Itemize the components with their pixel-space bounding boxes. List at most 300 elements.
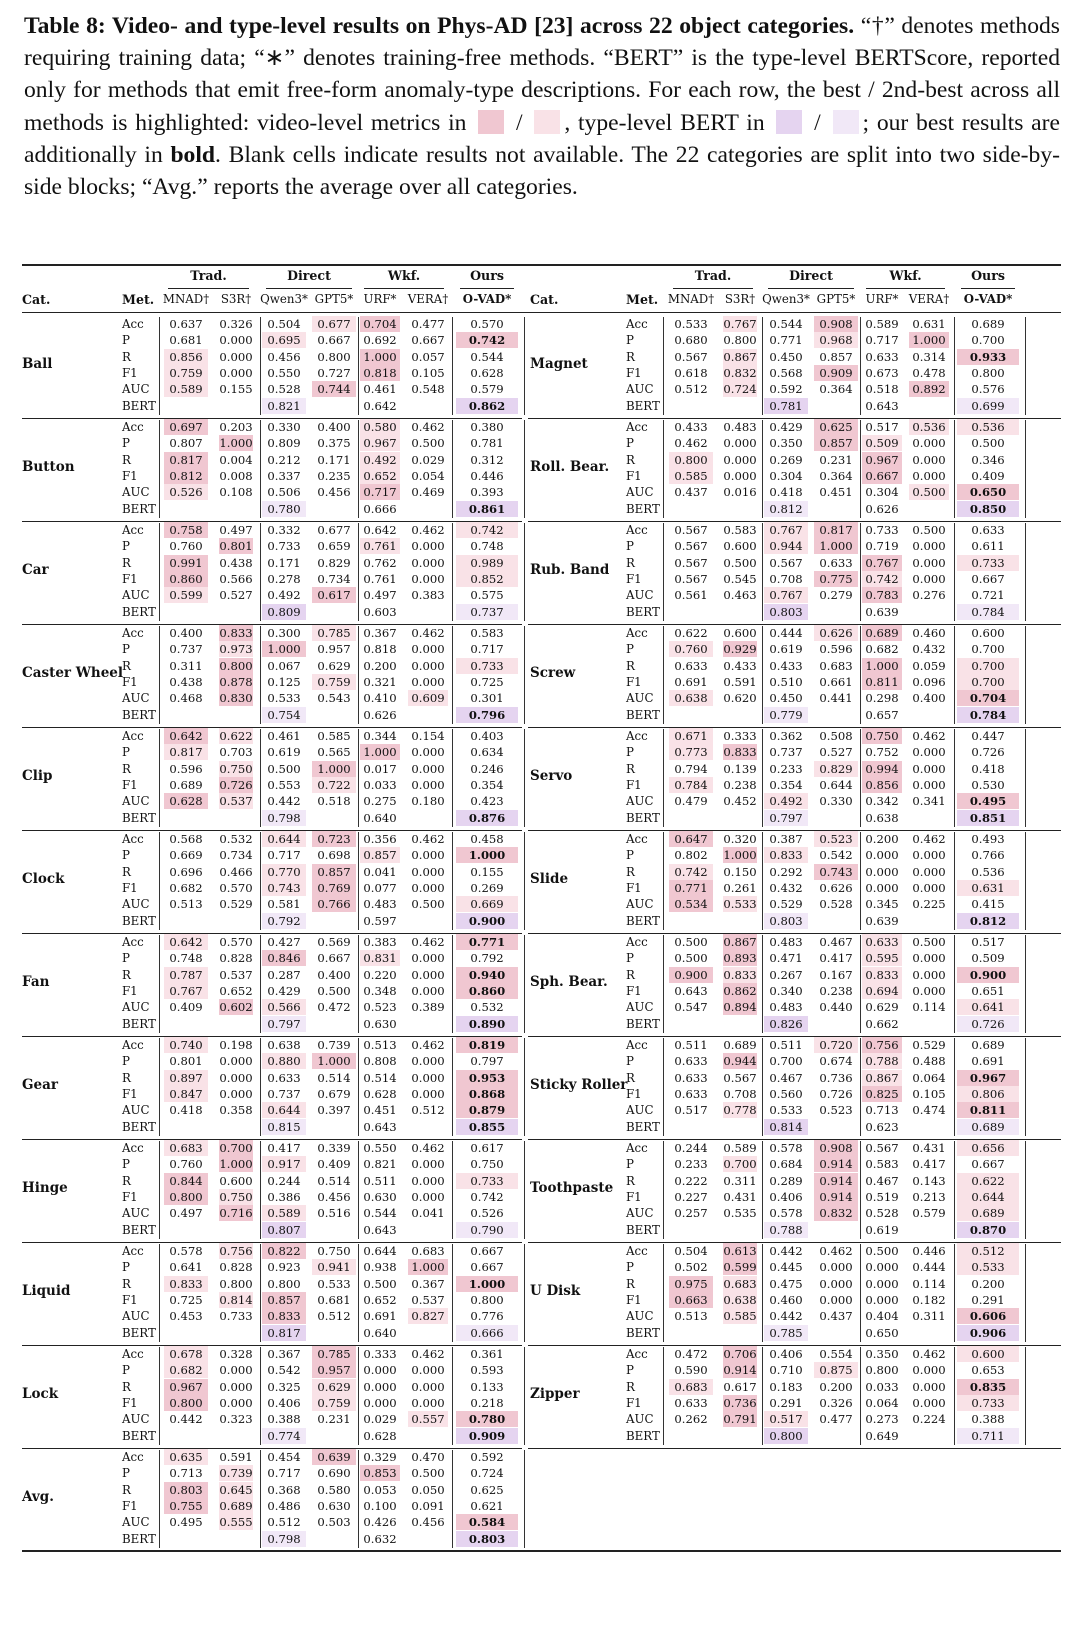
metric-label: R [626, 349, 635, 364]
table-cell: 0.682 [164, 1362, 208, 1378]
table-cell: 0.968 [814, 332, 858, 348]
column-separator [1025, 729, 1026, 827]
table-cell: 0.890 [456, 1016, 518, 1032]
metric-label: BERT [626, 398, 660, 413]
metric-label: AUC [626, 1000, 654, 1015]
table-cell: 0.726 [219, 777, 253, 792]
table-cell: 0.683 [411, 1244, 445, 1258]
metric-label: P [626, 848, 634, 863]
table-cell: 0.633 [865, 349, 899, 364]
table-cell: 0.561 [674, 588, 708, 603]
metric-label: Acc [626, 317, 648, 331]
table-cell: 0.528 [267, 382, 301, 397]
table-cell: 0.600 [219, 1173, 253, 1188]
table-cell [219, 913, 253, 929]
table-cell: 0.364 [819, 382, 853, 397]
table-cell: 0.750 [862, 728, 902, 744]
table-cell: 0.639 [312, 1449, 356, 1465]
table-cell: 0.460 [769, 1292, 803, 1307]
category-label: Button [22, 458, 75, 475]
table-cell: 0.800 [865, 1363, 899, 1378]
table-cell: 0.477 [819, 1412, 853, 1427]
table-cell: 0.788 [764, 1222, 808, 1238]
table-cell: 0.262 [674, 1412, 708, 1427]
table-cell: 0.388 [267, 1412, 301, 1427]
table-cell: 0.000 [912, 555, 946, 570]
table-cell: 0.183 [769, 1379, 803, 1394]
table-cell: 0.008 [219, 468, 253, 483]
table-cell: 0.567 [865, 1141, 899, 1155]
table-cell: 0.000 [411, 658, 445, 673]
table-cell: 0.235 [317, 468, 351, 483]
table-cell: 0.717 [267, 848, 301, 863]
table-cell: 0.759 [164, 365, 208, 381]
table-cell [669, 1325, 713, 1341]
table-cell: 0.633 [862, 934, 902, 950]
table-cell: 0.462 [411, 420, 445, 434]
metric-label: Acc [626, 935, 648, 949]
table-cell: 0.661 [819, 674, 853, 689]
table-cell: 0.900 [669, 967, 713, 983]
table-cell: 0.312 [470, 452, 504, 467]
table-cell: 1.000 [456, 1276, 518, 1292]
table-cell: 0.784 [669, 777, 713, 793]
table-cell [723, 501, 757, 517]
table-cell: 0.375 [317, 436, 351, 451]
table-cell: 1.000 [862, 658, 902, 674]
column-separator [860, 1141, 861, 1239]
table-cell [669, 913, 713, 929]
table-cell: 0.733 [865, 523, 899, 537]
table-cell [408, 604, 448, 620]
table-cell: 0.914 [814, 1189, 858, 1205]
table-cell: 0.446 [470, 468, 504, 483]
metric-label: Acc [626, 832, 648, 846]
table-cell [312, 1016, 356, 1032]
header-cat-label: Cat. [22, 292, 51, 307]
table-cell: 0.788 [862, 1053, 902, 1069]
metric-label: F1 [122, 1292, 138, 1307]
table-cell: 0.633 [674, 1395, 708, 1410]
metric-label: F1 [626, 1395, 642, 1410]
table-cell: 0.792 [262, 913, 306, 929]
table-cell: 0.644 [262, 1102, 306, 1118]
table-cell: 0.894 [723, 1000, 757, 1015]
table-cell: 0.437 [819, 1309, 853, 1324]
table-cell: 0.644 [262, 831, 306, 847]
table-cell: 0.826 [764, 1016, 808, 1032]
table-cell: 0.640 [363, 1325, 397, 1340]
table-cell: 0.261 [723, 880, 757, 895]
table-cell: 0.800 [317, 349, 351, 364]
table-cell: 0.000 [819, 1260, 853, 1275]
metric-label: R [626, 1379, 635, 1394]
table-cell: 0.000 [912, 864, 946, 879]
table-cell: 0.800 [470, 1292, 504, 1307]
table-cell: 0.000 [411, 983, 445, 998]
table-cell: 0.000 [865, 864, 899, 879]
table-cell: 0.726 [957, 1016, 1019, 1032]
table-cell: 0.114 [912, 1000, 946, 1015]
metric-label: BERT [626, 707, 660, 722]
metric-label: BERT [626, 1325, 660, 1340]
table-cell: 0.737 [267, 1086, 301, 1101]
table-cell [723, 1325, 757, 1341]
table-cell: 0.543 [317, 691, 351, 706]
table-cell: 0.504 [267, 317, 301, 331]
table-cell: 0.893 [723, 951, 757, 966]
table-cell: 0.462 [411, 832, 445, 846]
column-separator [1025, 1347, 1026, 1445]
table-cell: 0.212 [267, 452, 301, 467]
metric-label: F1 [626, 365, 642, 380]
table-cell: 0.502 [674, 1260, 708, 1275]
table-cell [312, 1428, 356, 1444]
table-cell: 0.673 [865, 365, 899, 380]
table-cell: 0.796 [456, 707, 518, 723]
table-cell: 0.362 [769, 729, 803, 743]
column-separator [860, 935, 861, 1033]
table-cell: 0.591 [723, 674, 757, 689]
table-cell: 0.000 [363, 1379, 397, 1394]
table-cell: 0.929 [723, 642, 757, 657]
table-cell: 0.677 [317, 523, 351, 537]
table-cell: 0.000 [912, 951, 946, 966]
table-cell: 0.059 [912, 658, 946, 673]
table-cell: 0.600 [957, 1346, 1019, 1362]
table-cell: 0.626 [814, 625, 858, 641]
table-cell [723, 398, 757, 414]
table-cell: 0.851 [957, 810, 1019, 826]
table-cell: 0.861 [456, 501, 518, 517]
table-cell [164, 1222, 208, 1238]
table-cell: 0.713 [169, 1466, 203, 1481]
table-cell: 0.967 [360, 435, 400, 451]
table-cell: 0.386 [267, 1189, 301, 1204]
table-cell: 0.536 [971, 864, 1005, 879]
table-cell [909, 1119, 949, 1135]
header-group-direct: Direct [789, 268, 833, 283]
table-cell [408, 810, 448, 826]
column-separator [954, 1141, 955, 1239]
column-separator [452, 1038, 453, 1136]
table-cell: 0.833 [723, 745, 757, 760]
table-cell: 0.320 [723, 832, 757, 846]
table-cell: 0.744 [312, 381, 356, 397]
table-cell: 0.802 [674, 848, 708, 863]
table-cell: 0.770 [262, 864, 306, 880]
table-cell: 0.000 [363, 1363, 397, 1378]
table-cell [164, 913, 208, 929]
column-separator [452, 832, 453, 930]
table-cell: 0.383 [411, 588, 445, 603]
table-cell: 0.114 [912, 1276, 946, 1291]
table-cell: 0.000 [219, 365, 253, 380]
column-separator [1025, 317, 1026, 415]
table-cell: 0.339 [317, 1141, 351, 1155]
metric-label: AUC [122, 1309, 150, 1324]
metric-label: BERT [122, 913, 156, 928]
table-cell: 0.779 [764, 707, 808, 723]
table-cell: 0.683 [669, 1379, 713, 1395]
table-cell: 0.733 [219, 1309, 253, 1324]
header-group-trad: Trad. [694, 268, 732, 283]
category-label: Sph. Bear. [530, 973, 608, 990]
table-cell: 0.523 [819, 1103, 853, 1118]
table-cell: 0.725 [470, 674, 504, 689]
metric-label: R [626, 452, 635, 467]
metric-label: BERT [122, 1325, 156, 1340]
table-cell: 0.227 [674, 1189, 708, 1204]
table-cell: 0.622 [674, 626, 708, 640]
table-cell [312, 707, 356, 723]
table-cell [814, 1428, 858, 1444]
table-cell: 0.533 [674, 317, 708, 331]
table-cell: 0.801 [219, 539, 253, 554]
table-cell: 0.511 [363, 1173, 397, 1188]
table-cell: 0.652 [363, 1292, 397, 1307]
table-cell: 0.710 [769, 1363, 803, 1378]
table-cell: 0.452 [723, 794, 757, 809]
column-separator [1025, 523, 1026, 621]
table-cell: 0.238 [723, 777, 757, 792]
table-cell: 0.311 [912, 1309, 946, 1324]
metric-label: P [122, 1363, 130, 1378]
table-cell: 0.444 [769, 626, 803, 640]
table-cell [669, 1119, 713, 1135]
metric-label: R [122, 1482, 131, 1497]
table-cell: 0.029 [363, 1412, 397, 1427]
metric-label: Acc [122, 1347, 144, 1361]
table-cell [408, 1531, 448, 1547]
table-cell: 0.533 [723, 897, 757, 912]
header-group-wkf: Wkf. [387, 268, 421, 283]
column-separator [524, 317, 525, 415]
table-cell: 0.656 [957, 1140, 1019, 1156]
table-cell [219, 1325, 253, 1341]
table-cell: 0.442 [769, 1309, 803, 1324]
table-cell: 0.767 [764, 522, 808, 538]
metric-label: R [122, 658, 131, 673]
table-cell: 0.547 [674, 1000, 708, 1015]
table-cell: 0.700 [769, 1054, 803, 1069]
table-cell: 0.388 [971, 1412, 1005, 1427]
metric-label: AUC [122, 794, 150, 809]
table-cell: 0.150 [723, 864, 757, 879]
table-cell [164, 707, 208, 723]
table-cell: 0.354 [470, 777, 504, 792]
table-cell: 0.000 [819, 1276, 853, 1291]
header-method: O-VAD* [963, 292, 1013, 306]
table-cell: 0.717 [267, 1466, 301, 1481]
table-cell: 0.200 [971, 1276, 1005, 1291]
table-cell: 0.933 [957, 349, 1019, 365]
table-cell: 0.847 [164, 1086, 208, 1102]
table-cell: 0.433 [674, 420, 708, 434]
table-cell: 0.600 [723, 626, 757, 640]
table-cell: 0.585 [723, 1309, 757, 1324]
table-cell: 0.233 [674, 1157, 708, 1172]
table-cell: 0.633 [819, 555, 853, 570]
metric-label: R [626, 761, 635, 776]
table-cell [312, 1325, 356, 1341]
table-cell: 0.545 [723, 571, 757, 586]
table-cell: 0.368 [267, 1482, 301, 1497]
table-cell: 0.548 [411, 382, 445, 397]
metric-label: R [626, 1070, 635, 1085]
table-cell: 0.742 [669, 864, 713, 880]
table-cell: 0.506 [267, 485, 301, 500]
table-cell: 0.708 [769, 571, 803, 586]
table-cell: 0.628 [363, 1428, 397, 1443]
column-separator [860, 1038, 861, 1136]
table-cell: 0.533 [267, 691, 301, 706]
table-cell: 0.462 [912, 729, 946, 743]
table-cell: 0.592 [470, 1450, 504, 1464]
metric-label: AUC [626, 1206, 654, 1221]
table-cell: 0.456 [317, 1189, 351, 1204]
table-cell: 0.750 [219, 761, 253, 776]
metric-label: AUC [122, 382, 150, 397]
table-cell: 0.830 [219, 691, 253, 706]
table-cell: 0.403 [470, 729, 504, 743]
table-cell: 0.801 [169, 1054, 203, 1069]
column-separator [260, 1038, 261, 1136]
metric-label: BERT [122, 604, 156, 619]
table-cell: 0.713 [865, 1103, 899, 1118]
table-cell: 0.000 [912, 1395, 946, 1410]
column-separator [260, 1450, 261, 1548]
table-cell: 0.064 [865, 1395, 899, 1410]
table-cell: 0.811 [957, 1102, 1019, 1118]
metric-label: Acc [626, 1141, 648, 1155]
table-cell: 0.650 [865, 1325, 899, 1340]
table-cell: 0.492 [360, 452, 400, 468]
table-cell: 0.809 [267, 436, 301, 451]
table-cell: 0.462 [912, 832, 946, 846]
table-cell: 0.756 [219, 1244, 253, 1258]
table-cell: 0.292 [769, 864, 803, 879]
table-cell: 0.567 [674, 523, 708, 537]
column-separator [954, 420, 955, 518]
table-cell: 0.622 [219, 729, 253, 743]
table-cell: 0.639 [865, 604, 899, 619]
category-label: Rub. Band [530, 561, 610, 578]
column-separator [524, 1347, 525, 1445]
table-cell: 0.727 [317, 365, 351, 380]
table-cell: 0.000 [411, 1189, 445, 1204]
table-cell [219, 1222, 253, 1238]
table-cell: 0.828 [219, 1260, 253, 1275]
table-cell: 0.643 [674, 983, 708, 998]
table-cell: 0.833 [764, 847, 808, 863]
table-cell: 0.298 [865, 691, 899, 706]
table-cell: 0.529 [769, 897, 803, 912]
table-cell: 0.645 [219, 1482, 253, 1497]
table-cell: 0.218 [470, 1395, 504, 1410]
table-cell: 0.690 [317, 1466, 351, 1481]
table-cell: 0.778 [723, 1103, 757, 1118]
table-cell: 0.967 [862, 452, 902, 468]
table-cell: 0.819 [456, 1037, 518, 1053]
table-cell: 0.000 [912, 1363, 946, 1378]
table-cell: 0.833 [262, 1308, 306, 1324]
table-cell: 0.742 [456, 332, 518, 348]
table-cell: 0.000 [411, 1173, 445, 1188]
table-cell: 0.589 [262, 1205, 306, 1221]
table-cell: 0.267 [769, 967, 803, 982]
header-group-trad: Trad. [190, 268, 227, 283]
table-cell [723, 1119, 757, 1135]
table-cell: 0.462 [411, 523, 445, 537]
table-cell: 0.000 [912, 468, 946, 483]
table-cell: 0.700 [957, 674, 1019, 690]
table-cell: 0.364 [819, 468, 853, 483]
table-cell: 0.651 [971, 983, 1005, 998]
column-separator [762, 729, 763, 827]
table-cell: 0.437 [674, 485, 708, 500]
table-cell: 0.466 [219, 864, 253, 879]
table-cell: 0.800 [764, 1428, 808, 1444]
table-cell: 0.814 [764, 1119, 808, 1135]
column-separator [1025, 935, 1026, 1033]
table-cell [909, 1016, 949, 1032]
column-separator [452, 626, 453, 724]
table-cell: 0.821 [363, 1157, 397, 1172]
table-cell: 0.900 [456, 913, 518, 929]
table-cell: 0.917 [262, 1156, 306, 1172]
table-cell: 0.404 [865, 1309, 899, 1324]
table-cell: 0.418 [769, 485, 803, 500]
table-cell: 0.857 [814, 435, 858, 451]
column-separator [358, 1347, 359, 1445]
table-cell: 0.629 [865, 1000, 899, 1015]
header-method: O-VAD* [462, 292, 512, 306]
table-cell: 0.827 [408, 1308, 448, 1324]
table-cell: 0.596 [819, 642, 853, 657]
table-cell: 0.941 [312, 1259, 356, 1275]
table-cell: 0.417 [819, 951, 853, 966]
table-cell: 0.000 [865, 848, 899, 863]
table-cell: 0.304 [769, 468, 803, 483]
table-cell: 0.096 [912, 674, 946, 689]
table-cell: 0.632 [363, 1531, 397, 1546]
metric-label: F1 [122, 365, 138, 380]
metric-label: P [626, 539, 634, 554]
table-cell: 0.657 [865, 707, 899, 722]
table-cell: 0.000 [411, 1395, 445, 1410]
table-cell [408, 913, 448, 929]
metric-label: BERT [122, 1119, 156, 1134]
table-cell: 0.273 [865, 1412, 899, 1427]
table-cell: 0.733 [267, 539, 301, 554]
column-separator [524, 1038, 525, 1136]
table-cell: 0.682 [169, 880, 203, 895]
table-cell: 0.000 [411, 1363, 445, 1378]
table-cell: 0.630 [363, 1189, 397, 1204]
table-cell: 0.033 [865, 1379, 899, 1394]
table-cell: 0.677 [312, 316, 356, 332]
metric-label: Acc [122, 626, 144, 640]
table-cell: 0.143 [912, 1173, 946, 1188]
table-cell: 0.643 [363, 1222, 397, 1237]
table-cell: 0.817 [814, 522, 858, 538]
table-cell: 0.409 [971, 468, 1005, 483]
column-separator [1025, 1038, 1026, 1136]
table-cell: 0.957 [317, 642, 351, 657]
table-cell: 0.500 [912, 523, 946, 537]
table-cell: 0.518 [317, 794, 351, 809]
